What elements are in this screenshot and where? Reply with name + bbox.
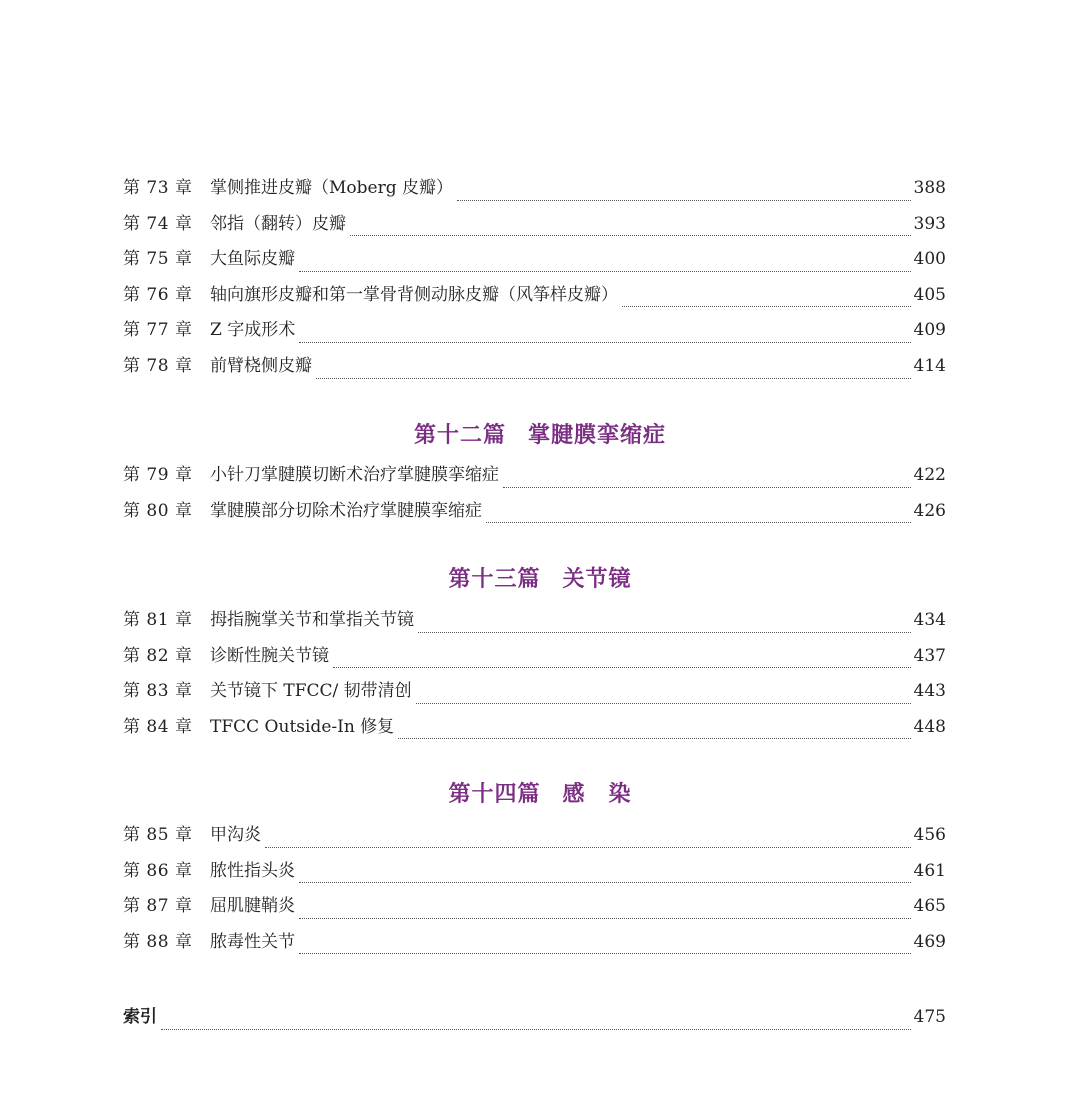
page-number: 393 <box>913 213 946 234</box>
dot-leader <box>416 702 911 704</box>
chapter-title: 甲沟炎 <box>210 825 261 845</box>
part-number: 第十二篇 <box>413 423 506 448</box>
page-number: 456 <box>913 825 946 845</box>
toc-entry[interactable] <box>123 249 946 285</box>
chapter-number: 第 86 章 <box>123 860 193 881</box>
chapter-number: 第 84 章 <box>123 716 193 737</box>
chapter-number: 第 82 章 <box>123 645 193 666</box>
chapter-title: 掌腱膜部分切除术治疗掌腱膜挛缩症 <box>210 500 482 521</box>
chapter-number: 第 79 章 <box>123 465 193 485</box>
page-number: 409 <box>913 320 946 341</box>
page-number: 422 <box>913 465 946 485</box>
toc-entry[interactable] <box>123 356 946 392</box>
toc-group-infection <box>123 825 946 967</box>
page-number: 388 <box>913 178 946 198</box>
chapter-number: 第 81 章 <box>123 610 193 630</box>
toc-entry[interactable] <box>123 501 946 537</box>
part-heading-14 <box>0 777 1080 808</box>
page-number: 437 <box>913 645 946 666</box>
part-heading-13 <box>0 562 1080 593</box>
chapter-title: TFCC Outside-In 修复 <box>210 716 395 737</box>
toc-entry-index[interactable] <box>123 1007 946 1043</box>
toc-entry[interactable] <box>123 861 946 897</box>
part-title: 关节镜 <box>562 567 632 592</box>
page-number: 475 <box>913 1007 946 1027</box>
chapter-title: 大鱼际皮瓣 <box>210 249 295 270</box>
toc-entry[interactable] <box>123 825 946 861</box>
dot-leader <box>457 199 911 201</box>
dot-leader <box>350 234 911 236</box>
chapter-number: 第 74 章 <box>123 213 193 234</box>
page-number: 405 <box>913 284 946 305</box>
page-number: 443 <box>913 681 946 702</box>
toc-entry[interactable] <box>123 681 946 717</box>
index-title: 索引 <box>123 1007 157 1027</box>
part-number: 第十三篇 <box>448 567 541 592</box>
toc-entry[interactable] <box>123 717 946 753</box>
chapter-number: 第 75 章 <box>123 249 193 270</box>
toc-group-arthroscopy <box>123 610 946 752</box>
chapter-number: 第 80 章 <box>123 500 193 521</box>
dot-leader <box>299 341 910 343</box>
dot-leader <box>299 917 911 919</box>
dot-leader <box>503 486 911 488</box>
toc-entry[interactable] <box>123 285 946 321</box>
toc-entry[interactable] <box>123 896 946 932</box>
toc-entry[interactable] <box>123 214 946 250</box>
dot-leader <box>299 952 911 954</box>
part-number: 第十四篇 <box>448 782 541 807</box>
chapter-title: 前臂桡侧皮瓣 <box>210 355 312 376</box>
chapter-number: 第 85 章 <box>123 825 193 845</box>
dot-leader <box>299 881 911 883</box>
toc-group-flaps <box>123 178 946 392</box>
toc-entry[interactable] <box>123 932 946 968</box>
dot-leader <box>299 270 911 272</box>
toc-group-dupuytren <box>123 465 946 536</box>
page-number: 434 <box>913 610 946 630</box>
chapter-title: 轴向旗形皮瓣和第一掌骨背侧动脉皮瓣（风筝样皮瓣） <box>210 284 618 305</box>
part-title: 感 染 <box>562 782 632 807</box>
chapter-title: 屈肌腱鞘炎 <box>210 896 295 917</box>
dot-leader <box>398 737 910 739</box>
chapter-number: 第 78 章 <box>123 355 193 376</box>
chapter-title: 小针刀掌腱膜切断术治疗掌腱膜挛缩症 <box>210 465 499 485</box>
page-number: 448 <box>913 716 946 737</box>
chapter-title: Z 字成形术 <box>210 320 296 341</box>
page-number: 469 <box>913 931 946 952</box>
part-title: 掌腱膜挛缩症 <box>528 423 667 448</box>
toc-index-block <box>123 1007 946 1043</box>
dot-leader <box>486 521 911 523</box>
toc-entry[interactable] <box>123 610 946 646</box>
page-number: 426 <box>913 500 946 521</box>
chapter-number: 第 73 章 <box>123 178 193 198</box>
chapter-title: 脓毒性关节 <box>210 931 295 952</box>
chapter-title: 关节镜下 TFCC/ 韧带清创 <box>210 681 412 702</box>
toc-entry[interactable] <box>123 465 946 501</box>
chapter-title: 拇指腕掌关节和掌指关节镜 <box>210 610 414 630</box>
part-heading-12 <box>0 418 1080 449</box>
chapter-number: 第 83 章 <box>123 681 193 702</box>
page-number: 465 <box>913 896 946 917</box>
dot-leader <box>418 631 911 633</box>
page-number: 414 <box>913 355 946 376</box>
dot-leader <box>622 305 911 307</box>
chapter-number: 第 88 章 <box>123 931 193 952</box>
dot-leader <box>333 666 911 668</box>
chapter-number: 第 87 章 <box>123 896 193 917</box>
dot-leader <box>161 1028 911 1030</box>
chapter-number: 第 77 章 <box>123 320 193 341</box>
dot-leader <box>316 377 911 379</box>
page-number: 461 <box>913 860 946 881</box>
toc-entry[interactable] <box>123 320 946 356</box>
dot-leader <box>265 846 911 848</box>
chapter-title: 诊断性腕关节镜 <box>210 645 329 666</box>
chapter-number: 第 76 章 <box>123 284 193 305</box>
chapter-title: 邻指（翻转）皮瓣 <box>210 213 346 234</box>
toc-entry[interactable] <box>123 646 946 682</box>
page-number: 400 <box>913 249 946 270</box>
toc-entry[interactable] <box>123 178 946 214</box>
chapter-title: 脓性指头炎 <box>210 860 295 881</box>
chapter-title: 掌侧推进皮瓣（Moberg 皮瓣） <box>210 178 453 198</box>
